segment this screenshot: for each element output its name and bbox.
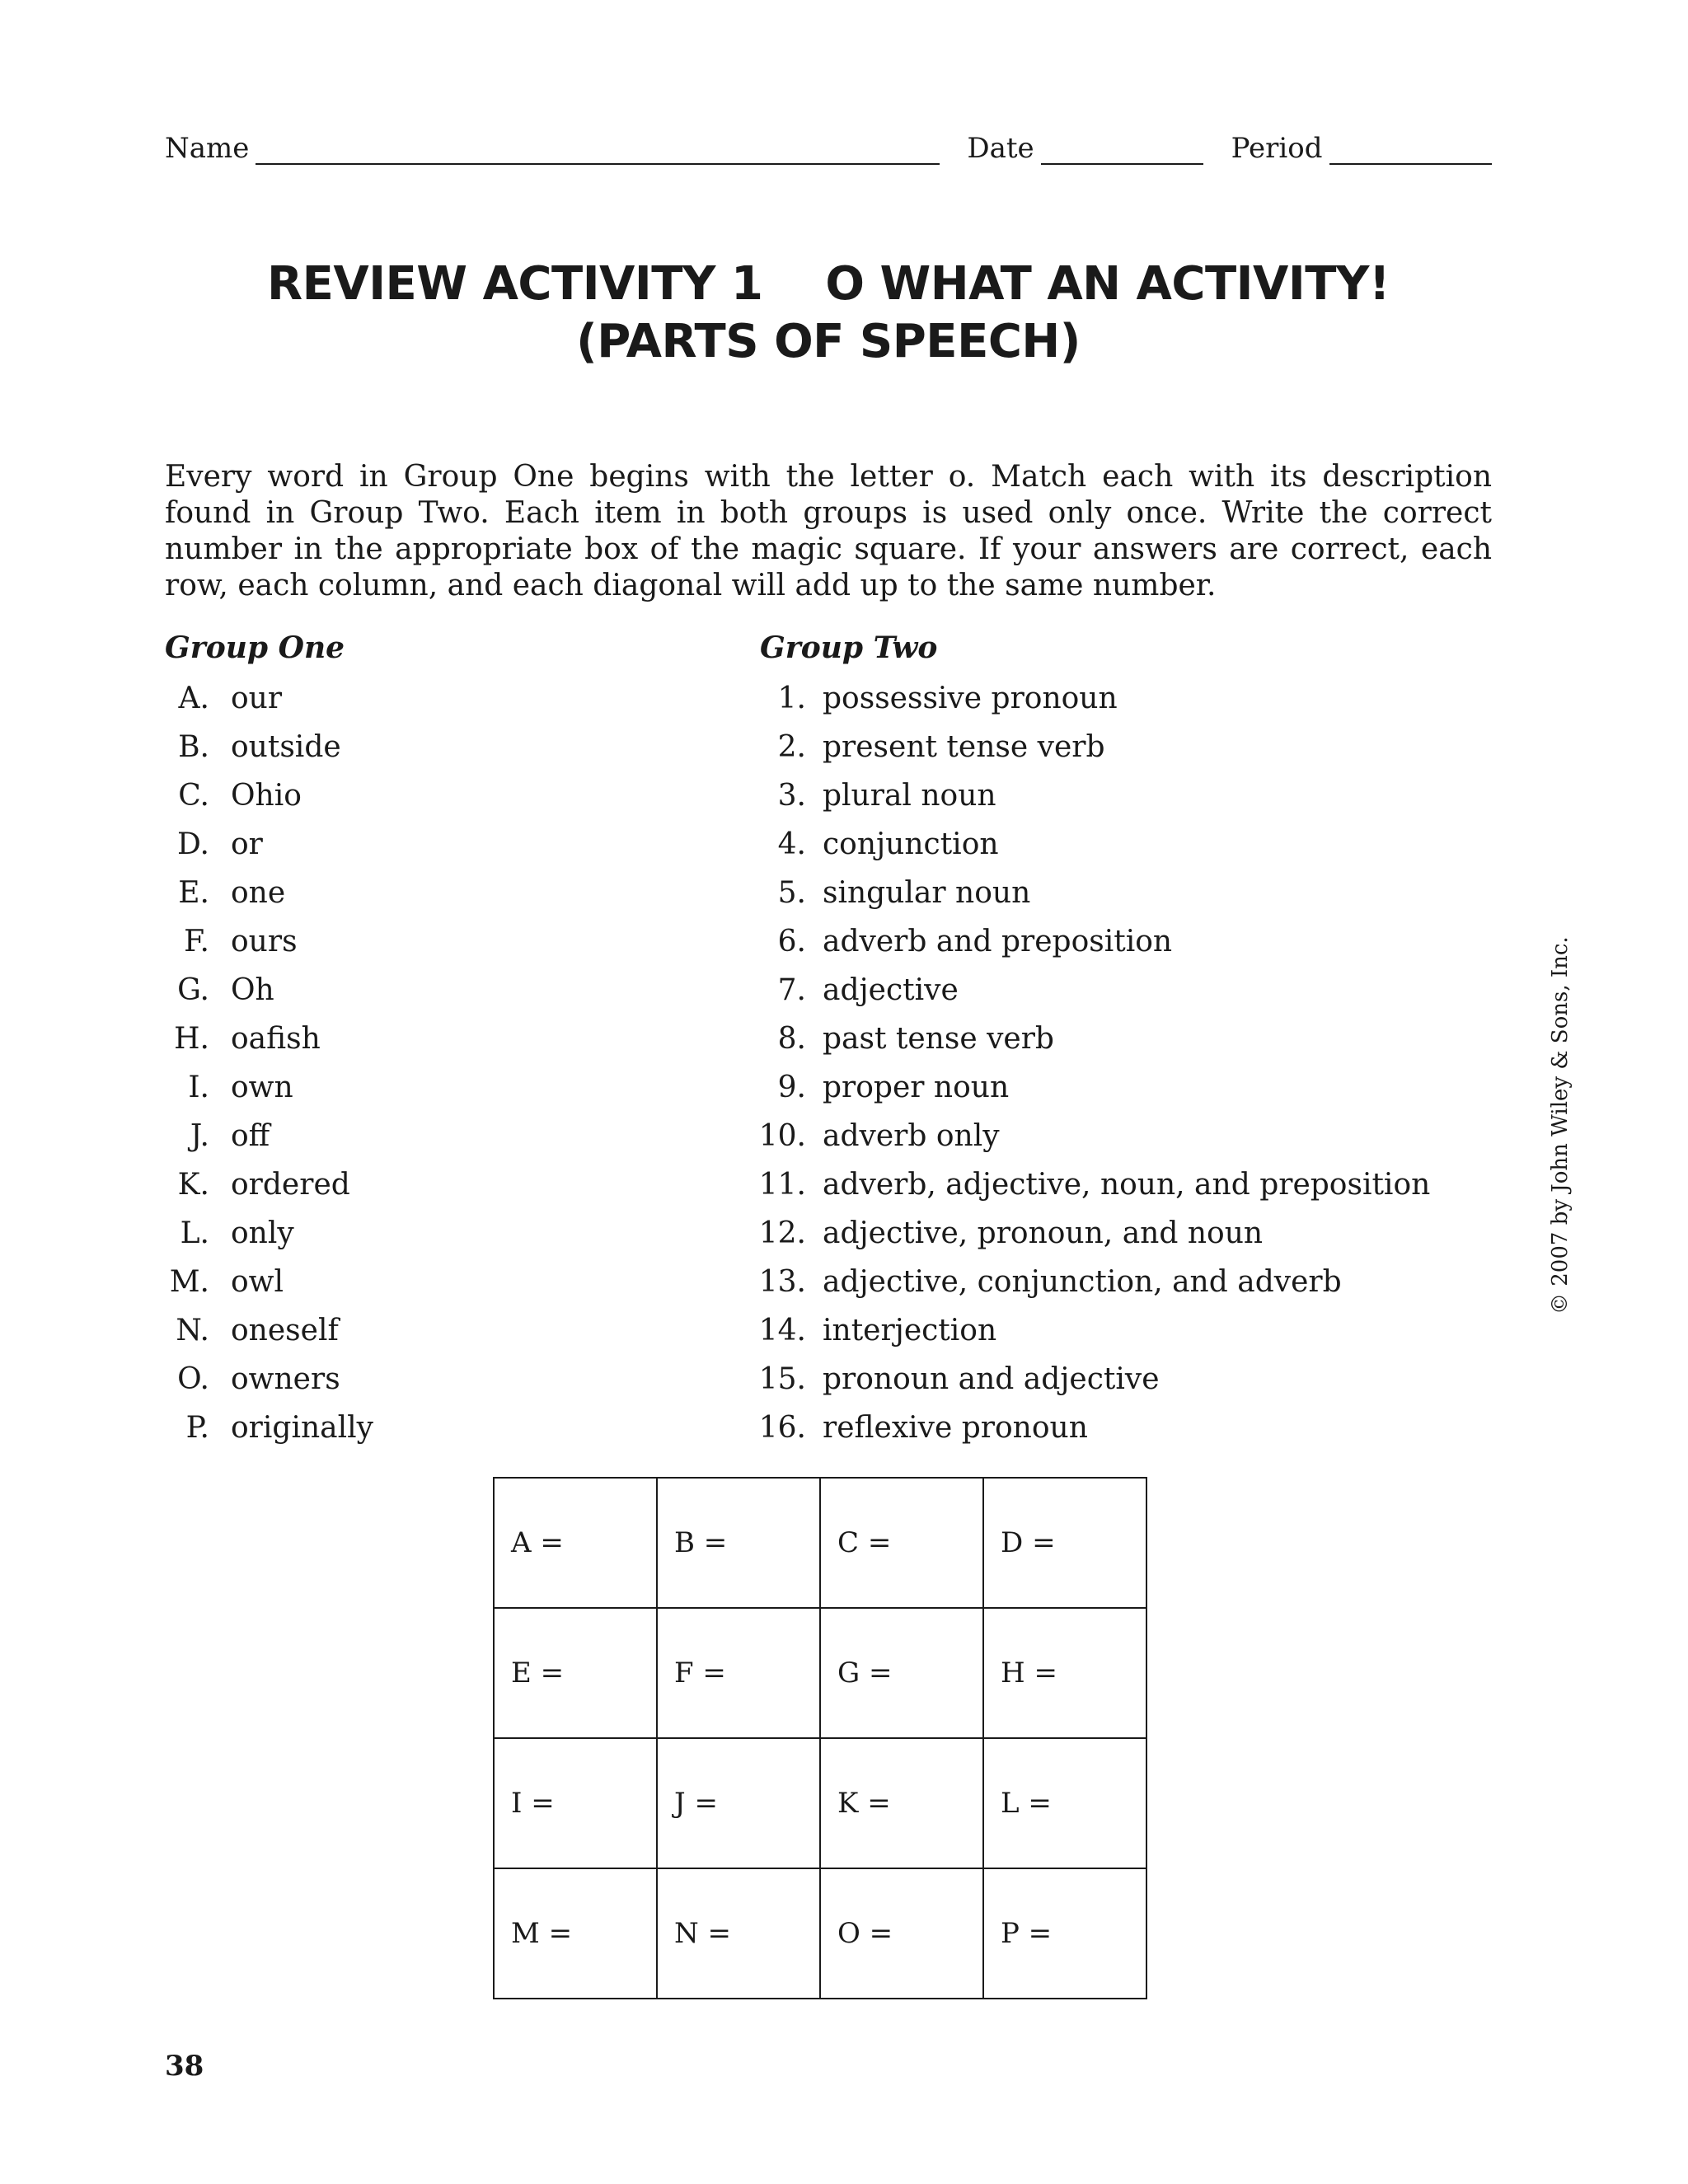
- item-word: one: [231, 876, 286, 910]
- magic-square-cell[interactable]: A =: [494, 1478, 657, 1608]
- item-number: 15.: [758, 1362, 806, 1396]
- item-word: ours: [231, 925, 298, 958]
- item-description: conjunction: [823, 827, 999, 861]
- list-item: [742, 1355, 1430, 1404]
- item-letter: A.: [178, 682, 209, 715]
- magic-square-cell[interactable]: I =: [494, 1738, 657, 1868]
- list-item: [165, 1063, 373, 1112]
- item-number: 16.: [758, 1411, 806, 1445]
- list-item: [742, 771, 1430, 820]
- item-word: oafish: [231, 1022, 321, 1056]
- list-item: [742, 869, 1430, 917]
- list-item: [165, 674, 373, 723]
- item-letter: H.: [174, 1022, 209, 1056]
- magic-square-cell[interactable]: L =: [983, 1738, 1146, 1868]
- item-number: 12.: [758, 1216, 806, 1250]
- magic-square-cell[interactable]: F =: [657, 1608, 820, 1738]
- item-word: only: [231, 1216, 294, 1250]
- list-item: [165, 1404, 373, 1452]
- item-number: 7.: [777, 973, 806, 1007]
- list-item: [742, 1160, 1430, 1209]
- page-title: [165, 255, 1492, 371]
- item-letter: J.: [190, 1119, 209, 1153]
- list-item: [742, 1063, 1430, 1112]
- item-word: Oh: [231, 973, 274, 1007]
- list-item: [165, 1306, 373, 1355]
- list-item: [165, 869, 373, 917]
- list-item: [165, 917, 373, 966]
- list-item: [165, 1258, 373, 1306]
- item-letter: I.: [188, 1071, 209, 1104]
- group-one-heading: Group One: [165, 630, 345, 665]
- list-item: [742, 1112, 1430, 1160]
- item-description: interjection: [823, 1314, 997, 1347]
- item-letter: K.: [177, 1168, 209, 1202]
- item-description: reflexive pronoun: [823, 1411, 1088, 1445]
- item-number: 11.: [758, 1168, 806, 1202]
- item-number: 2.: [777, 730, 806, 764]
- item-letter: E.: [178, 876, 209, 910]
- list-item: [742, 1209, 1430, 1258]
- item-number: 10.: [758, 1119, 806, 1153]
- item-description: adverb and preposition: [823, 925, 1173, 958]
- title-line-2: (PARTS OF SPEECH): [576, 315, 1081, 368]
- group-two-heading: Group Two: [760, 630, 938, 665]
- list-item: [165, 1355, 373, 1404]
- item-number: 8.: [777, 1022, 806, 1056]
- name-blank-line[interactable]: [256, 134, 939, 165]
- item-word: originally: [231, 1411, 373, 1445]
- list-item: [742, 1306, 1430, 1355]
- item-description: adjective: [823, 973, 959, 1007]
- item-word: outside: [231, 730, 341, 764]
- magic-square-cell[interactable]: P =: [983, 1868, 1146, 1999]
- item-number: 4.: [777, 827, 806, 861]
- list-item: [742, 723, 1430, 771]
- item-word: oneself: [231, 1314, 339, 1347]
- magic-square-cell[interactable]: H =: [983, 1608, 1146, 1738]
- page-number: 38: [165, 2050, 204, 2083]
- item-letter: G.: [177, 973, 209, 1007]
- list-item: [742, 674, 1430, 723]
- item-description: pronoun and adjective: [823, 1362, 1160, 1396]
- period-blank-line[interactable]: [1329, 134, 1492, 165]
- list-item: [165, 1160, 373, 1209]
- magic-square-cell[interactable]: B =: [657, 1478, 820, 1608]
- item-number: 3.: [777, 779, 806, 813]
- item-description: adjective, pronoun, and noun: [823, 1216, 1264, 1250]
- item-number: 1.: [777, 682, 806, 715]
- item-number: 9.: [777, 1071, 806, 1104]
- list-item: [742, 1015, 1430, 1063]
- magic-square-cell[interactable]: E =: [494, 1608, 657, 1738]
- magic-square-cell[interactable]: K =: [820, 1738, 983, 1868]
- magic-square-cell[interactable]: C =: [820, 1478, 983, 1608]
- date-blank-line[interactable]: [1041, 134, 1203, 165]
- list-item: [165, 1112, 373, 1160]
- item-letter: L.: [180, 1216, 209, 1250]
- group-one-list: [165, 674, 373, 1452]
- item-description: adverb only: [823, 1119, 1000, 1153]
- item-letter: P.: [185, 1411, 209, 1445]
- item-letter: B.: [178, 730, 209, 764]
- magic-square-row: [494, 1608, 1146, 1738]
- magic-square-cell[interactable]: D =: [983, 1478, 1146, 1608]
- magic-square-cell[interactable]: J =: [657, 1738, 820, 1868]
- item-letter: N.: [176, 1314, 209, 1347]
- list-item: [165, 966, 373, 1015]
- period-label: Period: [1231, 132, 1323, 165]
- list-item: [165, 1209, 373, 1258]
- magic-square-row: [494, 1738, 1146, 1868]
- item-description: plural noun: [823, 779, 996, 813]
- item-description: singular noun: [823, 876, 1031, 910]
- date-label: Date: [967, 132, 1034, 165]
- item-word: our: [231, 682, 283, 715]
- item-number: 14.: [758, 1314, 806, 1347]
- list-item: [165, 771, 373, 820]
- title-line-1: REVIEW ACTIVITY 1 O WHAT AN ACTIVITY!: [267, 257, 1390, 311]
- item-number: 6.: [777, 925, 806, 958]
- instructions-paragraph: Every word in Group One begins with the letter o. Match each with its description found in Group Two. Each item in both groups is used only once. Write the correct number in the appropriate box of the magic square. If your answers are correct, each row, each column, and each diagonal will add up to the same number.: [165, 460, 1492, 602]
- list-item: [742, 917, 1430, 966]
- list-item: [165, 1015, 373, 1063]
- item-word: off: [231, 1119, 270, 1153]
- student-info-header: [165, 124, 1492, 165]
- list-item: [165, 723, 373, 771]
- magic-square-cell[interactable]: N =: [657, 1868, 820, 1999]
- list-item: [742, 966, 1430, 1015]
- group-two-list: [742, 674, 1430, 1452]
- item-number: 5.: [777, 876, 806, 910]
- item-word: owners: [231, 1362, 340, 1396]
- magic-square-cell[interactable]: O =: [820, 1868, 983, 1999]
- item-word: ordered: [231, 1168, 350, 1202]
- list-item: [742, 1258, 1430, 1306]
- list-item: [165, 820, 373, 869]
- magic-square-cell[interactable]: G =: [820, 1608, 983, 1738]
- item-description: possessive pronoun: [823, 682, 1118, 715]
- list-item: [742, 1404, 1430, 1452]
- item-description: present tense verb: [823, 730, 1105, 764]
- name-label: Name: [165, 132, 250, 165]
- item-word: Ohio: [231, 779, 302, 813]
- magic-square: [493, 1477, 1147, 1999]
- magic-square-row: [494, 1478, 1146, 1608]
- item-letter: M.: [169, 1265, 209, 1299]
- item-description: adverb, adjective, noun, and preposition: [823, 1168, 1431, 1202]
- item-letter: D.: [176, 827, 209, 861]
- copyright-notice: © 2007 by John Wiley & Sons, Inc.: [1548, 936, 1573, 1315]
- item-letter: C.: [178, 779, 209, 813]
- item-word: own: [231, 1071, 293, 1104]
- magic-square-row: [494, 1868, 1146, 1999]
- item-letter: O.: [177, 1362, 209, 1396]
- item-letter: F.: [184, 925, 209, 958]
- item-word: or: [231, 827, 263, 861]
- item-description: past tense verb: [823, 1022, 1054, 1056]
- item-word: owl: [231, 1265, 284, 1299]
- item-number: 13.: [758, 1265, 806, 1299]
- item-description: adjective, conjunction, and adverb: [823, 1265, 1342, 1299]
- magic-square-cell[interactable]: M =: [494, 1868, 657, 1999]
- item-description: proper noun: [823, 1071, 1010, 1104]
- list-item: [742, 820, 1430, 869]
